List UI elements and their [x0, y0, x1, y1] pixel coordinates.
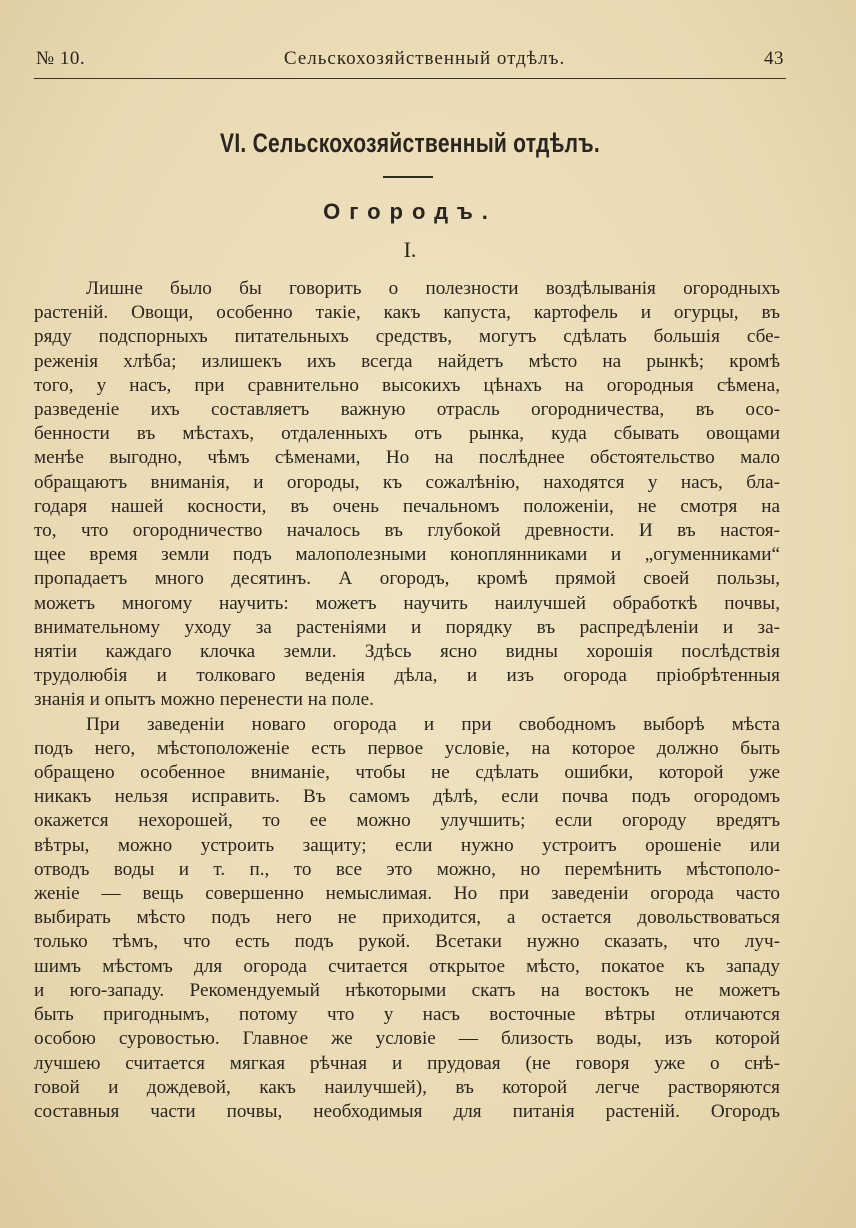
text-line: При заведеніи новаго огорода и при свободномъ выборѣ мѣста: [86, 713, 780, 735]
text-line: знанія и опытъ можно перенести на поле.: [34, 689, 374, 711]
text-line: обращено особенное вниманіе, чтобы не сдѣлать ошибки, которой уже: [34, 762, 780, 784]
text-line: особою суровостью. Главное же условіе — близость воды, изъ которой: [34, 1028, 780, 1050]
text-line: быть пригоднымъ, потому что у насъ восточные вѣтры отличаются: [34, 1004, 780, 1026]
text-line: щее время земли подъ малополезными коноплянниками и „огуменниками“: [34, 544, 780, 566]
text-line: того, у насъ, при сравнительно высокихъ цѣнахъ на огородныя сѣмена,: [34, 374, 780, 396]
text-line: Лишне было бы говорить о полезности воздѣлыванія огородныхъ: [86, 278, 780, 299]
text-line: можетъ многому научить: можетъ научить наилучшей обработкѣ почвы,: [34, 592, 780, 614]
title-rule: [383, 176, 433, 178]
text-line: женіе — вещь совершенно немыслимая. Но при заведеніи огорода часто: [34, 883, 780, 905]
text-line: вѣтры, можно устроить защиту; если нужно устроитъ орошеніе или: [34, 834, 780, 856]
running-title: Сельскохозяйственный отдѣлъ.: [283, 48, 566, 69]
text-line: растеній. Овощи, особенно такіе, какъ капуста, картофель и огурцы, въ: [34, 302, 780, 324]
text-line: пропадаетъ много десятинъ. А огородъ, кромѣ прямой своей пользы,: [34, 568, 780, 590]
text-line: то, что огородничество началось въ глубокой древности. И въ настоя-: [34, 520, 780, 542]
text-line: внимательному уходу за растеніями и порядку въ распредѣленіи и за-: [34, 616, 780, 638]
text-line: обращаютъ вниманія, и огороды, къ сожалѣнію, находятся у насъ, бла-: [34, 471, 780, 493]
header-rule: [34, 78, 786, 79]
running-head: [36, 48, 784, 70]
article-subtitle: Огородъ.: [323, 199, 497, 224]
issue-number: № 10.: [36, 48, 86, 69]
text-line: никакъ нельзя исправить. Въ самомъ дѣлѣ, если почва подъ огородомъ: [34, 786, 780, 808]
text-line: подъ него, мѣстоположеніе есть первое условіе, на которое должно быть: [34, 737, 780, 759]
text-line: нятіи каждаго клочка земли. Здѣсь ясно видны хорошія послѣдствія: [34, 641, 780, 663]
text-line: лучшею считается мягкая рѣчная и прудовая (не говоря уже о снѣ-: [34, 1052, 780, 1074]
page-number: 43: [764, 48, 784, 69]
text-line: годаря нашей косности, въ очень печальномъ положеніи, не смотря на: [34, 495, 780, 517]
paragraph: [34, 713, 780, 1124]
text-line: окажется нехорошей, то ее можно улучшить; если огороду вредятъ: [34, 810, 780, 832]
text-line: менѣе выгодно, чѣмъ сѣменами, Но на послѣднее обстоятельство мало: [34, 447, 780, 469]
text-line: шимъ мѣстомъ для огорода считается открытое мѣсто, покатое къ западу: [34, 955, 780, 977]
text-line: реженія хлѣба; излишекъ ихъ всегда найдетъ мѣсто на рынкѣ; кромѣ: [34, 350, 780, 372]
text-line: отводъ воды и т. п., то все это можно, но перемѣнить мѣстополо-: [34, 858, 780, 880]
text-line: бенности въ мѣстахъ, отдаленныхъ отъ рынка, куда сбывать овощами: [34, 423, 780, 445]
text-line: составныя части почвы, необходимыя для питанія растеній. Огородъ: [34, 1100, 780, 1122]
text-line: только тѣмъ, что есть подъ рукой. Всетаки нужно сказать, что луч-: [34, 931, 780, 953]
text-line: трудолюбія и толковаго веденія дѣла, и изъ огорода пріобрѣтенныя: [34, 665, 780, 687]
text-line: и юго-западу. Рекомендуемый нѣкоторыми скатъ на востокъ не можетъ: [34, 979, 780, 1001]
text-line: выбирать мѣсто подъ него не приходится, а остается довольствоваться: [34, 907, 780, 929]
body-text: [34, 277, 780, 1124]
text-line: говой и дождевой, какъ наилучшей), въ которой легче растворяются: [34, 1076, 780, 1098]
text-line: разведеніе ихъ составляетъ важную отрасль огородничества, въ осо-: [34, 399, 780, 421]
paragraph: [34, 277, 780, 713]
part-number: I.: [403, 237, 417, 262]
text-line: ряду подспорныхъ питательныхъ средствъ, могутъ сдѣлать большія сбе-: [34, 326, 780, 348]
section-title: VI. Сельскохозяйственный отдѣлъ.: [220, 128, 600, 158]
